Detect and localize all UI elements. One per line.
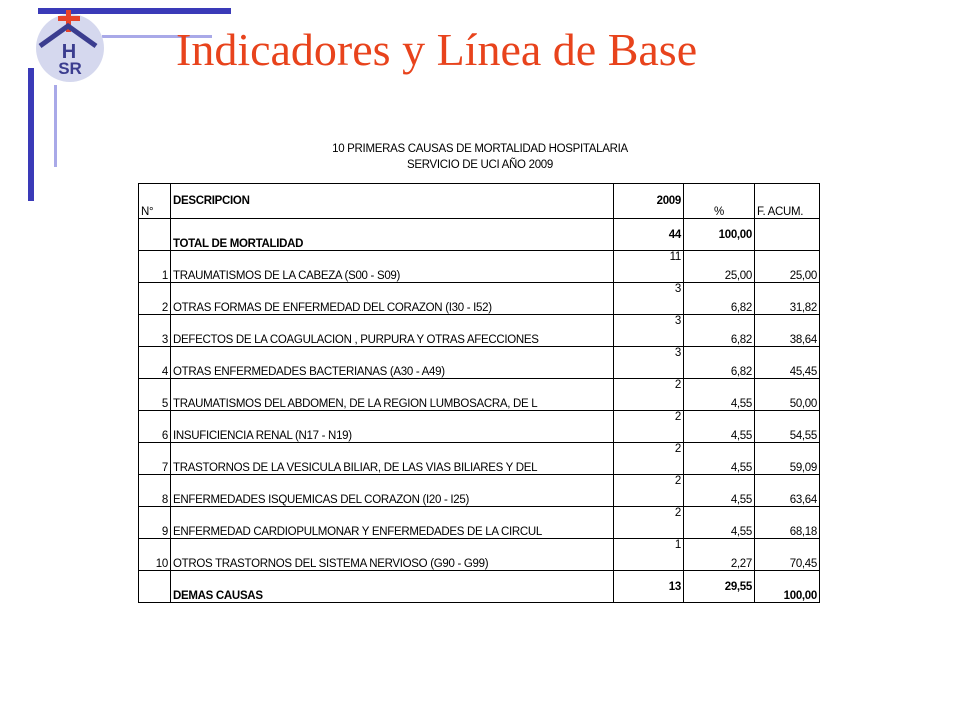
row-descripcion: OTRAS FORMAS DE ENFERMEDAD DEL CORAZON (I30 - I52) — [171, 283, 614, 315]
row-descripcion: TRAUMATISMOS DEL ABDOMEN, DE LA REGION LUMBOSACRA, DE L — [171, 379, 614, 411]
row-count: 2 — [614, 507, 684, 539]
row-descripcion: OTRAS ENFERMEDADES BACTERIANAS (A30 - A49) — [171, 347, 614, 379]
row-count: 3 — [614, 347, 684, 379]
row-pct: 6,82 — [684, 315, 755, 347]
header-year: 2009 — [614, 184, 684, 219]
row-pct: 4,55 — [684, 411, 755, 443]
row-number: 5 — [139, 379, 171, 411]
row-descripcion: DEFECTOS DE LA COAGULACION , PURPURA Y OTRAS AFECCIONES — [171, 315, 614, 347]
table-row — [139, 411, 820, 443]
row-number: 10 — [139, 539, 171, 571]
logo-cross-horizontal — [58, 16, 80, 21]
table-row — [139, 379, 820, 411]
table-header-row — [139, 184, 820, 219]
row-facum: 50,00 — [755, 379, 820, 411]
sheet-title-line2: SERVICIO DE UCI AÑO 2009 — [407, 159, 553, 171]
row-number: 1 — [139, 251, 171, 283]
table-row — [139, 251, 820, 283]
row-descripcion: ENFERMEDADES ISQUEMICAS DEL CORAZON (I20 - I25) — [171, 475, 614, 507]
row-descripcion: OTROS TRASTORNOS DEL SISTEMA NERVIOSO (G90 - G99) — [171, 539, 614, 571]
row-facum: 70,45 — [755, 539, 820, 571]
table-row — [139, 475, 820, 507]
row-count: 2 — [614, 379, 684, 411]
row-facum: 59,09 — [755, 443, 820, 475]
row-number: 3 — [139, 315, 171, 347]
frame-line-left-light — [54, 85, 57, 167]
row-pct: 4,55 — [684, 443, 755, 475]
logo-letters-sr: SR — [58, 59, 82, 78]
logo-letter-h: H — [61, 41, 77, 63]
row-count: 1 — [614, 539, 684, 571]
row-number: 8 — [139, 475, 171, 507]
row-facum: 31,82 — [755, 283, 820, 315]
header-pct: % — [684, 184, 755, 219]
row-descripcion: INSUFICIENCIA RENAL (N17 - N19) — [171, 411, 614, 443]
row-count: 3 — [614, 283, 684, 315]
total-row — [139, 219, 820, 251]
demas-row — [139, 571, 820, 603]
table-row — [139, 443, 820, 475]
row-facum: 45,45 — [755, 347, 820, 379]
table-row — [139, 315, 820, 347]
demas-pct: 29,55 — [684, 571, 755, 603]
row-facum: 68,18 — [755, 507, 820, 539]
row-count: 3 — [614, 315, 684, 347]
table-row — [139, 347, 820, 379]
table-row — [139, 507, 820, 539]
row-facum: 63,64 — [755, 475, 820, 507]
row-pct: 25,00 — [684, 251, 755, 283]
total-label: TOTAL DE MORTALIDAD — [171, 219, 614, 251]
row-facum: 38,64 — [755, 315, 820, 347]
header-facum: F. ACUM. — [755, 184, 820, 219]
row-number: 9 — [139, 507, 171, 539]
demas-facum: 100,00 — [755, 571, 820, 603]
row-number: 6 — [139, 411, 171, 443]
header-descripcion: DESCRIPCION — [171, 184, 614, 219]
header-n: N° — [139, 184, 171, 219]
table-row — [139, 283, 820, 315]
demas-label: DEMAS CAUSAS — [171, 571, 614, 603]
row-pct: 4,55 — [684, 475, 755, 507]
row-facum: 25,00 — [755, 251, 820, 283]
row-count: 2 — [614, 411, 684, 443]
demas-count: 13 — [614, 571, 684, 603]
total-count: 44 — [614, 219, 684, 251]
row-count: 2 — [614, 475, 684, 507]
row-count: 11 — [614, 251, 684, 283]
row-descripcion: TRAUMATISMOS DE LA CABEZA (S00 - S09) — [171, 251, 614, 283]
table-row — [139, 539, 820, 571]
row-pct: 6,82 — [684, 347, 755, 379]
row-descripcion: ENFERMEDAD CARDIOPULMONAR Y ENFERMEDADES DE LA CIRCUL — [171, 507, 614, 539]
row-pct: 4,55 — [684, 379, 755, 411]
row-pct: 2,27 — [684, 539, 755, 571]
row-number: 7 — [139, 443, 171, 475]
row-descripcion: TRASTORNOS DE LA VESICULA BILIAR, DE LAS VIAS BILIARES Y DEL — [171, 443, 614, 475]
row-number: 4 — [139, 347, 171, 379]
sheet-title-line1: 10 PRIMERAS CAUSAS DE MORTALIDAD HOSPITALARIA — [332, 143, 628, 155]
hsr-hospital-logo-icon — [30, 6, 110, 86]
row-number: 2 — [139, 283, 171, 315]
row-facum: 54,55 — [755, 411, 820, 443]
slide-title: Indicadores y Línea de Base — [176, 24, 698, 75]
mortality-table — [138, 183, 820, 603]
row-pct: 4,55 — [684, 507, 755, 539]
frame-line-left — [28, 68, 34, 201]
row-pct: 6,82 — [684, 283, 755, 315]
total-pct: 100,00 — [684, 219, 755, 251]
row-count: 2 — [614, 443, 684, 475]
